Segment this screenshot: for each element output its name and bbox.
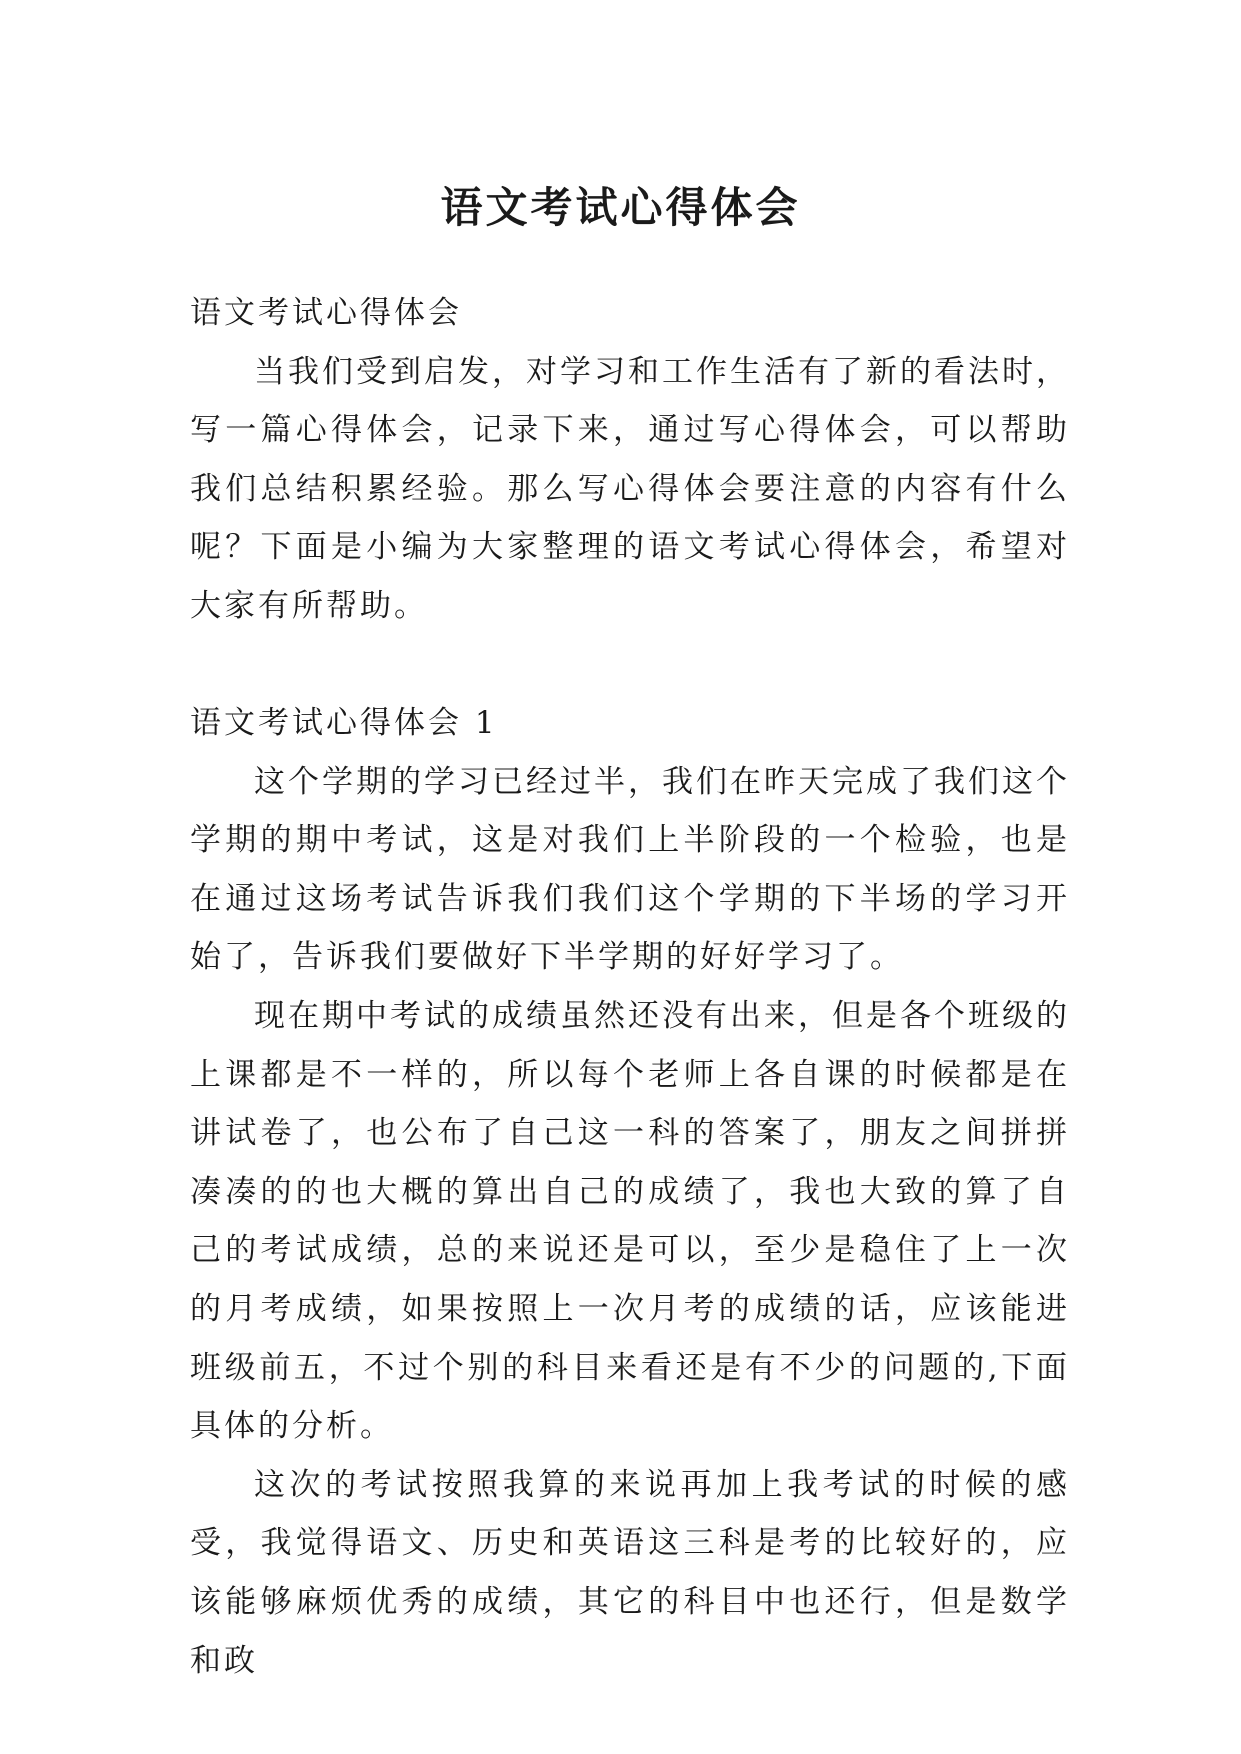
section-1-paragraph-2: 现在期中考试的成绩虽然还没有出来，但是各个班级的上课都是不一样的，所以每个老师上各自课的时候都是在讲试卷了，也公布了自己这一科的答案了，朋友之间拼拼凑凑的的也大概的算出自己的成绩了，我也大致的算了自己的考试成绩，总的来说还是可以，至少是稳住了上一次的月考成绩，如果按照上一次月考的成绩的话，应该能进班级前五，不过个别的科目来看还是有不少的问题的,下面具体的分析。 bbox=[190, 997, 1070, 1445]
section-1 bbox=[190, 694, 1070, 1690]
intro-paragraph: 当我们受到启发，对学习和工作生活有了新的看法时，写一篇心得体会，记录下来，通过写心得体会，可以帮助我们总结积累经验。那么写心得体会要注意的内容有什么呢？下面是小编为大家整理的语文考试心得体会，希望对大家有所帮助。 bbox=[190, 353, 1070, 624]
section-1-heading: 语文考试心得体会 1 bbox=[190, 705, 498, 741]
intro-section bbox=[190, 284, 1070, 636]
section-1-paragraph-1: 这个学期的学习已经过半，我们在昨天完成了我们这个学期的期中考试，这是对我们上半阶段的一个检验，也是在通过这场考试告诉我们我们这个学期的下半场的学习开始了，告诉我们要做好下半学期的好好学习了。 bbox=[190, 763, 1070, 976]
intro-heading: 语文考试心得体会 bbox=[190, 295, 462, 331]
document-title: 语文考试心得体会 bbox=[440, 183, 801, 233]
section-1-paragraph-3: 这次的考试按照我算的来说再加上我考试的时候的感受，我觉得语文、历史和英语这三科是考的比较好的，应该能够麻烦优秀的成绩，其它的科目中也还行，但是数学和政 bbox=[190, 1466, 1070, 1679]
